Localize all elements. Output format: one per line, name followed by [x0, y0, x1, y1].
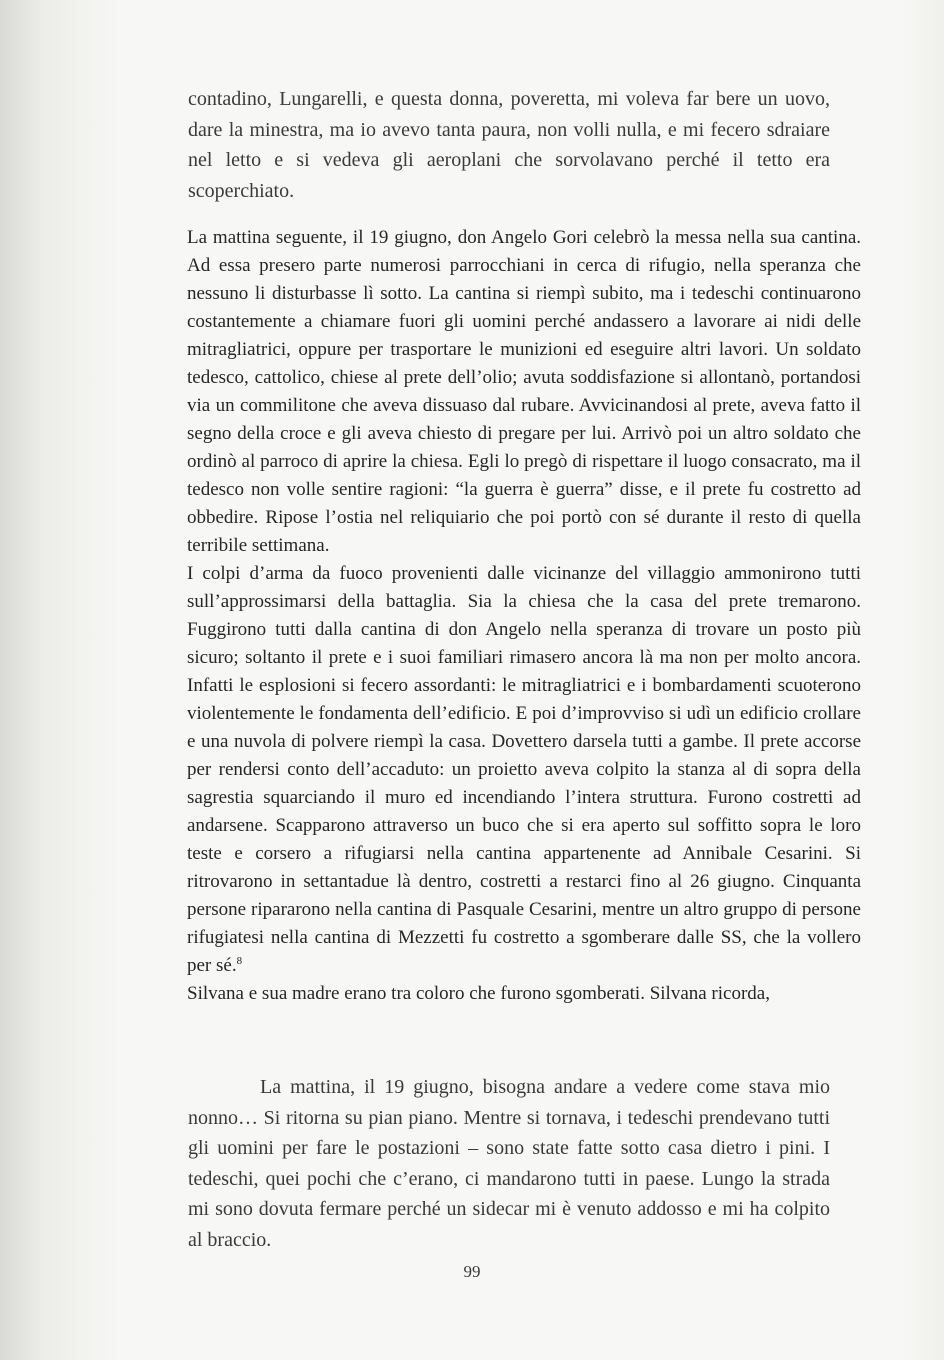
block-quote-bottom: [188, 1072, 830, 1255]
body-text: [187, 224, 861, 1008]
page-number: 99: [463, 1262, 481, 1281]
footnote-reference: 8: [236, 955, 243, 967]
quote-bottom-text: La mattina, il 19 giugno, bisogna andare a vedere come stava mio nonno… Si ritorna su pian piano. Mentre si tornava, i tedeschi prendevano tutti gli uomini per fare le postazioni – sono state fatte sotto casa dietro i pini. I tedeschi, quei pochi che c’erano, ci mandarono tutti in paese. Lungo la strada mi sono dovuta fermare perché un sidecar mi è venuto addosso e mi ha colpito al braccio.: [188, 1076, 830, 1251]
page-edge-shadow: [904, 0, 944, 1360]
body-paragraph-2-text: I colpi d’arma da fuoco provenienti dalle vicinanze del villaggio ammonirono tutti sull’approssimarsi della battaglia. Sia la chiesa che la casa del prete tremarono. Fuggirono tutti dalla cantina di don Angelo nella speranza di trovare un posto più sicuro; soltanto il prete e i suoi familiari rimasero ancora là ma non per molto ancora. Infatti le esplosioni si fecero assordanti: le mitragliatrici e i bombardamenti scuoterono violentemente le fondamenta dell’edificio. E poi d’improvviso si udì un edificio crollare e una nuvola di polvere riempì la casa. Dovettero darsela tutti a gambe. Il prete accorse per rendersi conto dell’accaduto: un proietto aveva colpito la stanza al di sopra della sagrestia squarciando il muro ed incendiando l’intera struttura. Furono costretti ad andarsene. Scapparono attraverso un buco che si era aperto sul soffitto sopra le loro teste e corsero a rifugiarsi nella cantina appartenente ad Annibale Cesarini. Si ritrovarono in settantadue là dentro, costretti a restarci fino al 26 giugno. Cinquanta persone ripararono nella cantina di Pasquale Cesarini, mentre un altro gruppo di persone rifugiatesi nella cantina di Mezzetti fu costretto a sgomberare dalle SS, che la vollero per sé.: [187, 563, 861, 976]
body-paragraph-3: Silvana e sua madre erano tra coloro che furono sgomberati. Silvana ricorda,: [187, 983, 770, 1004]
page-gutter-shadow: [0, 0, 120, 1360]
block-quote-top: [188, 84, 830, 206]
body-paragraph-2: [187, 560, 861, 980]
body-paragraph-1: La mattina seguente, il 19 giugno, don Angelo Gori celebrò la messa nella sua cantina. Ad essa presero parte numerosi parrocchiani in cerca di rifugio, nella speranza che nessuno li disturbasse lì sotto. La cantina si riempì subito, ma i tedeschi continuarono costantemente a chiamare fuori gli uomini perché andassero a lavorare ai nidi delle mitragliatrici, oppure per trasportare le munizioni ed eseguire altri lavori. Un soldato tedesco, cattolico, chiese al prete dell’olio; avuta soddisfazione si allontanò, portandosi via un commilitone che aveva dissuaso dal rubare. Avvicinandosi al prete, aveva fatto il segno della croce e gli aveva chiesto di pregare per lui. Arrivò poi un altro soldato che ordinò al parroco di aprire la chiesa. Egli lo pregò di rispettare il luogo consacrato, ma il tedesco non volle sentire ragioni: “la guerra è guerra” disse, e il prete fu costretto ad obbedire. Ripose l’ostia nel reliquiario che poi portò con sé durante il resto di quella terribile settimana.: [187, 227, 861, 556]
quote-top-text: contadino, Lungarelli, e questa donna, poveretta, mi voleva far bere un uovo, dare la minestra, ma io avevo tanta paura, non volli nulla, e mi fecero sdraiare nel letto e si vedeva gli aeroplani che sorvolavano perché il tetto era scoperchiato.: [188, 88, 830, 202]
